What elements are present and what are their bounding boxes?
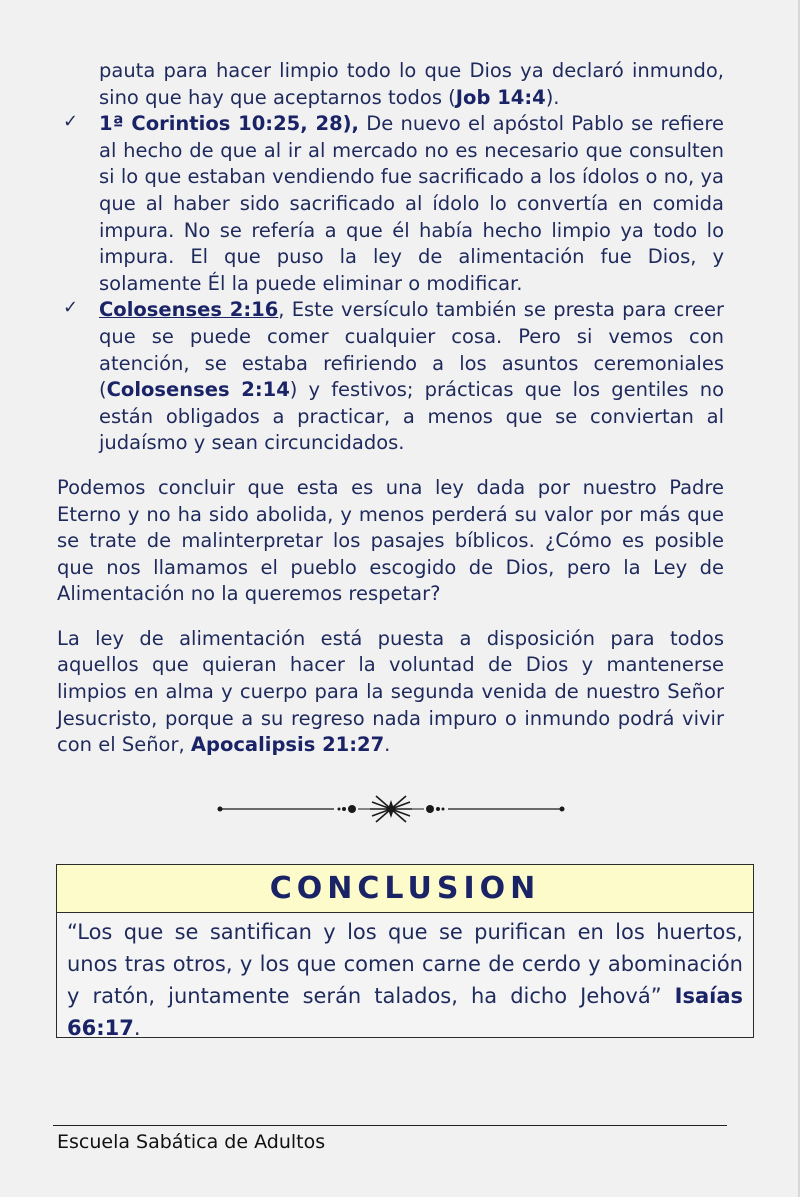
bullet-body: , Este versículo también se presta para creer que se puede comer cualquier cosa. Pero si vemos con atención, se estaba refiriendo a los asuntos ceremoniales (	[99, 298, 724, 402]
paragraph-availability	[57, 626, 724, 759]
footer-divider	[53, 1125, 727, 1126]
quote-reference: Isaías 66:17	[67, 984, 743, 1040]
bullet-text	[99, 297, 724, 457]
bullet-item-colosenses	[57, 297, 724, 457]
quote-end: .	[133, 1016, 141, 1040]
paragraph-text: La ley de alimentación está puesta a disposición para todos aquellos que quieran hacer la voluntad de Dios y mantenerse limpios en alma y cuerpo para la segunda venida de nuestro Señor Jesucristo, porque a su regreso nada impuro o inmundo podrá vivir con el Señor,	[57, 626, 724, 757]
paragraph-reference: Apocalipsis 21:27	[190, 733, 385, 757]
bullet-reference: Colosenses 2:16	[99, 298, 279, 322]
check-icon: ✓	[63, 111, 79, 133]
check-icon: ✓	[63, 297, 79, 319]
bullet-text	[99, 111, 724, 297]
paragraph-conclusion-law: Podemos concluir que esta es una ley dada por nuestro Padre Eterno y no ha sido abolida, y menos perderá su valor por más que se trate de malinterpretar los pasajes bíblicos. ¿Cómo es posible que nos llamamos el pueblo escogido de Dios, pero la Ley de Alimentación no la queremos respetar?	[57, 475, 724, 606]
intro-text-end: ).	[545, 85, 560, 109]
intro-text: pauta para hacer limpio todo lo que Dios ya declaró inmundo, sino que hay que aceptarnos todos (	[99, 59, 724, 109]
paragraph-end: .	[384, 733, 391, 757]
quote-text: “Los que se santifican y los que se purifican en los huertos, unos tras otros, y los que comen carne de cerdo y abominación y ratón, juntamente serán talados, ha dicho Jehová”	[67, 920, 743, 1008]
bullet-item-corintios	[57, 111, 724, 297]
intro-continuation	[99, 58, 724, 111]
ornamental-divider-icon	[216, 792, 566, 826]
conclusion-quote	[57, 913, 753, 1044]
intro-reference: Job 14:4	[455, 85, 546, 109]
bullet-body: De nuevo el apóstol Pablo se refiere al hecho de que al ir al mercado no es necesario que consulten si lo que estaban vendiendo fue sacrificado a los ídolos o no, ya que al haber sido sacrificado al ídolo lo convertía en comida impura. No se refería a que él había hecho limpio ya todo lo impura. El que puso la ley de alimentación fue Dios, y solamente Él la puede eliminar o modificar.	[99, 112, 724, 295]
footer-title: Escuela Sabática de Adultos	[57, 1131, 326, 1153]
bullet-inline-reference: Colosenses 2:14	[106, 378, 290, 402]
conclusion-heading: CONCLUSION	[57, 865, 753, 913]
main-content	[57, 58, 724, 759]
bullet-reference: 1ª Corintios 10:25, 28),	[99, 112, 359, 136]
bullet-body-end: ) y festivos; prácticas que los gentiles no están obligados a practicar, a menos que se conviertan al judaísmo y sean circuncidados.	[99, 378, 724, 455]
conclusion-box	[56, 864, 754, 1038]
